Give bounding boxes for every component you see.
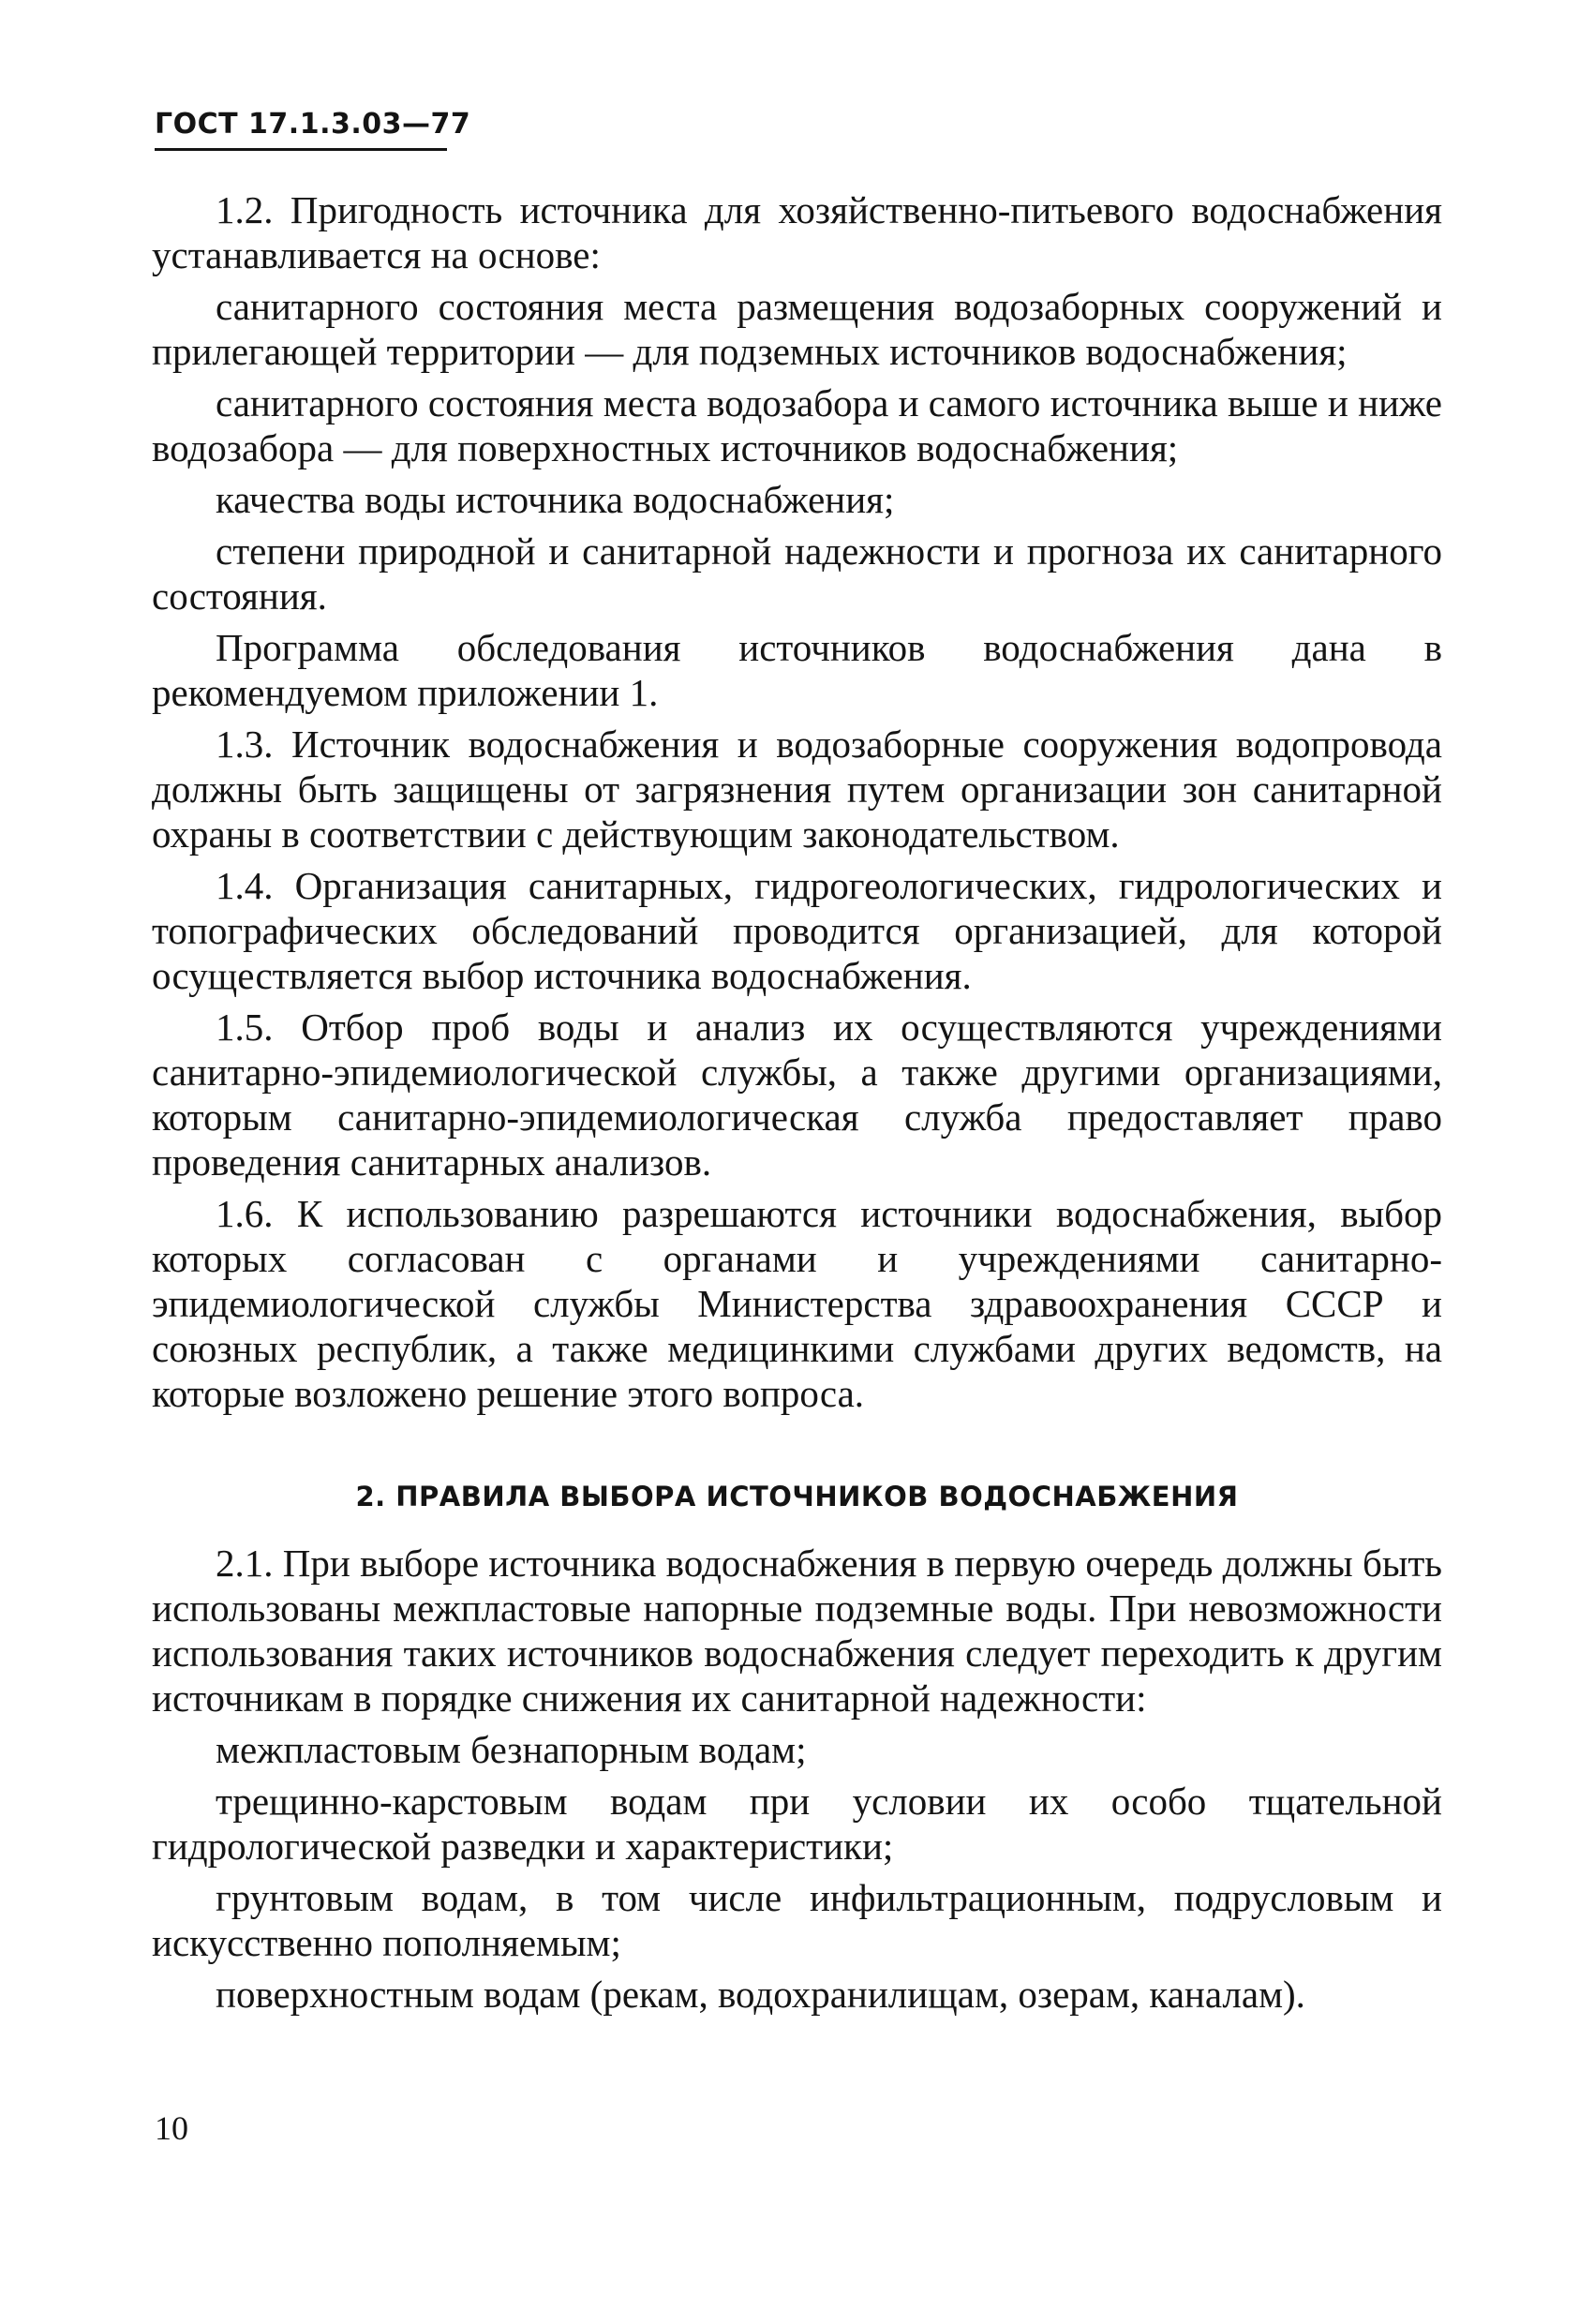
- paragraph-1-6: 1.6. К использованию разрешаются источники водоснабжения, выбор которых согласован с органами и учреждениями санитарно-эпидемиологической службы Министерства здравоохранения СССР и союзных республик, а также медицинкими службами других ведомств, на которые возложено решение этого вопроса.: [152, 1192, 1442, 1415]
- paragraph-1-2: 1.2. Пригодность источника для хозяйственно-питьевого водоснабжения устанавливается на основе:: [152, 188, 1442, 276]
- paragraph-1-5: 1.5. Отбор проб воды и анализ их осуществляются учреждениями санитарно-эпидемиологической службы, а также другими организациями, которым санитарно-эпидемиологическая служба предоставляет право проведения санитарных анализов.: [152, 1006, 1442, 1184]
- list-item-sanitary-intake: санитарного состояния места водозабора и самого источника выше и ниже водозабора — для поверхностных источников водоснабжения;: [152, 381, 1442, 469]
- list-item-water-quality: качества воды источника водоснабжения;: [216, 478, 895, 521]
- page-number: 10: [155, 2109, 188, 2147]
- list-item-interlayer-waters: межпластовым безнапорным водам;: [216, 1728, 807, 1771]
- list-item-ground-waters: грунтовым водам, в том числе инфильтрационным, подрусловым и искусственно пополняемым;: [152, 1876, 1442, 1964]
- standard-designation: ГОСТ 17.1.3.03—77: [155, 108, 471, 141]
- list-item-reliability: степени природной и санитарной надежности и прогноза их санитарного состояния.: [152, 529, 1442, 618]
- paragraph-2-1: 2.1. При выборе источника водоснабжения в первую очередь должны быть использованы межпластовые напорные подземные воды. При невозможности использования таких источников водоснабжения следует переходить к другим источникам в порядке снижения их санитарной надежности:: [152, 1542, 1442, 1720]
- paragraph-1-4: 1.4. Организация санитарных, гидрогеологических, гидрологических и топографических обследований проводится организацией, для которой осуществляется выбор источника водоснабжения.: [152, 864, 1442, 997]
- paragraph-survey-program: Программа обследования источников водоснабжения дана в рекомендуемом приложении 1.: [152, 626, 1442, 714]
- page-body: [152, 187, 1442, 2023]
- list-item-karst-waters: трещинно-карстовым водам при условии их особо тщательной гидрологической разведки и характеристики;: [152, 1780, 1442, 1868]
- list-item-sanitary-site: санитарного состояния места размещения водозаборных сооружений и прилегающей территории — для подземных источников водоснабжения;: [152, 285, 1442, 373]
- header-underline: [155, 148, 447, 151]
- section-2-heading: 2. ПРАВИЛА ВЫБОРА ИСТОЧНИКОВ ВОДОСНАБЖЕНИЯ: [355, 1481, 1239, 1512]
- paragraph-1-3: 1.3. Источник водоснабжения и водозаборные сооружения водопровода должны быть защищены от загрязнения путем организации зон санитарной охраны в соответствии с действующим законодательством.: [152, 723, 1442, 856]
- list-item-surface-waters: поверхностным водам (рекам, водохранилищам, озерам, каналам).: [216, 1973, 1305, 2016]
